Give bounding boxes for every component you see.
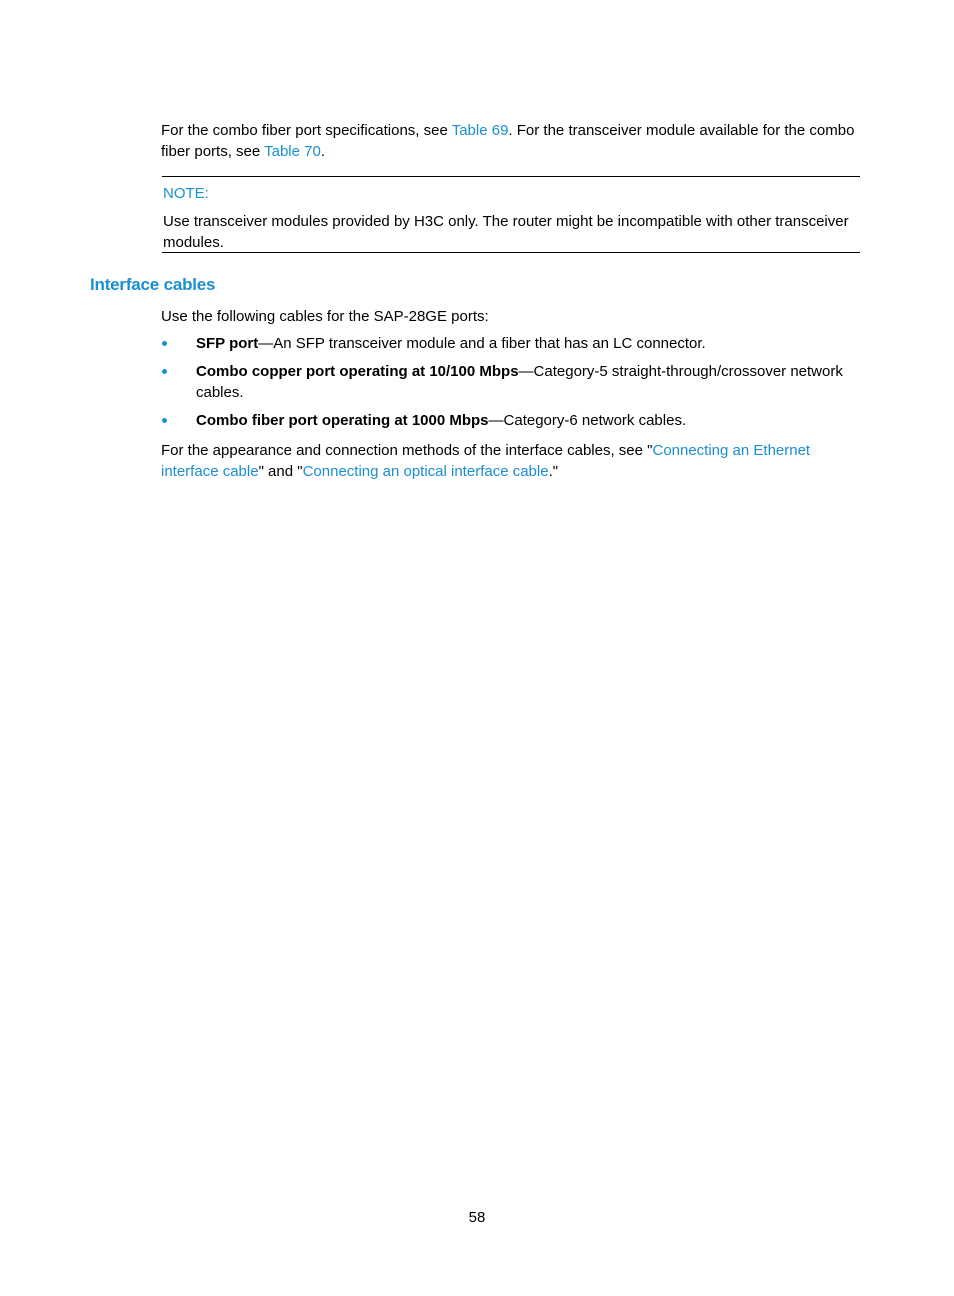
list-item-desc: —An SFP transceiver module and a fiber that has an LC connector. [258,335,706,352]
closing-text-1: For the appearance and connection methods of the interface cables, see " [161,442,653,459]
bullet-icon [162,418,169,425]
table-70-link[interactable]: Table 70 [264,143,321,160]
list-item-term: SFP port [196,335,259,352]
intro-text-1: For the combo fiber port specifications, see [161,122,452,139]
list-item-term: Combo fiber port operating at 1000 Mbps [196,412,489,429]
list-item-combo-copper [196,361,860,403]
note-box [162,176,860,253]
list-item-sfp-port [196,333,860,354]
ethernet-cable-link[interactable]: Connecting an Ethernet interface cable [161,442,811,480]
optical-cable-link[interactable]: Connecting an optical interface cable [302,463,549,480]
intro-paragraph [161,120,866,162]
list-item-combo-fiber [196,410,860,431]
closing-paragraph [161,440,851,482]
note-text: Use transceiver modules provided by H3C only. The router might be incompatible with other transceiver modules. [163,213,849,251]
table-69-link[interactable]: Table 69 [451,122,509,139]
bullet-icon [162,369,169,376]
note-label: NOTE: [163,185,209,202]
section-heading: Interface cables [90,275,216,294]
bullet-icon [162,341,169,348]
section-lead: Use the following cables for the SAP-28GE ports: [161,308,489,325]
closing-text-2: " and " [258,463,303,480]
closing-text-3: ." [548,463,559,480]
intro-text-2: . For the transceiver module available for the combo fiber ports, see [161,122,855,160]
list-item-desc: —Category-6 network cables. [488,412,687,429]
intro-text-3: . [320,143,326,160]
page-number: 58 [468,1209,486,1226]
list-item-desc: —Category-5 straight-through/crossover network cables. [196,363,843,401]
list-item-term: Combo copper port operating at 10/100 Mbps [196,363,519,380]
